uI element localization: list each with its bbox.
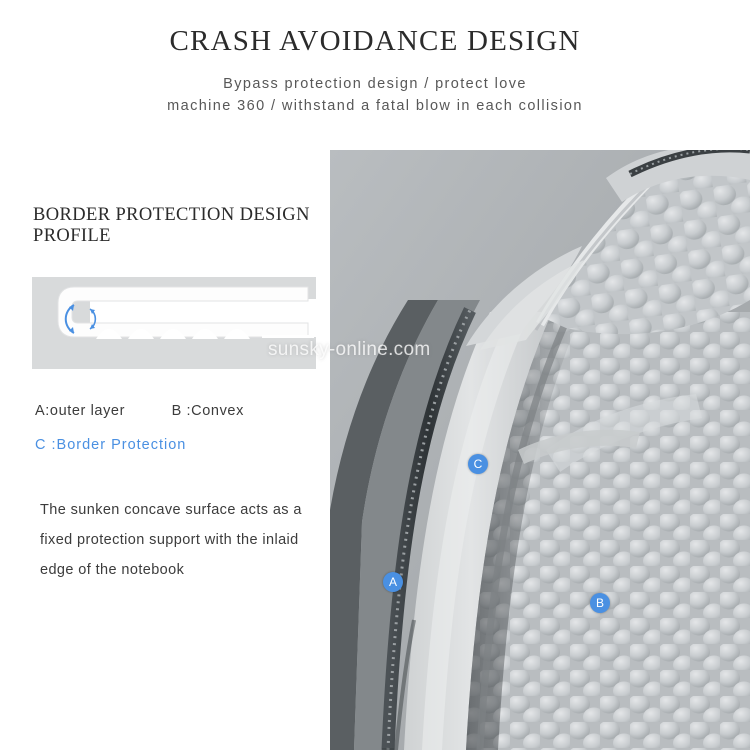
page-subtitle [0,73,750,117]
legend [35,403,350,453]
subtitle-line-2: machine 360 / withstand a fatal blow in each collision [167,98,583,114]
product-photo [330,150,750,750]
legend-c: C :Border Protection [35,437,187,453]
marker-c: C [468,454,488,474]
left-panel [0,205,350,585]
legend-a: A:outer layer [35,403,126,419]
header [0,0,750,117]
page-title: CRASH AVOIDANCE DESIGN [169,25,581,57]
subtitle-line-1: Bypass protection design / protect love [223,76,527,92]
legend-row-1 [35,403,350,419]
legend-b: B :Convex [171,403,244,419]
marker-b: B [590,593,610,613]
body-copy: The sunken concave surface acts as a fixed protection support with the inlaid edge of the notebook [40,502,302,578]
marker-a: A [383,572,403,592]
watermark: sunsky-online.com [268,339,431,360]
section-heading: BORDER PROTECTION DESIGN PROFILE [33,205,310,246]
